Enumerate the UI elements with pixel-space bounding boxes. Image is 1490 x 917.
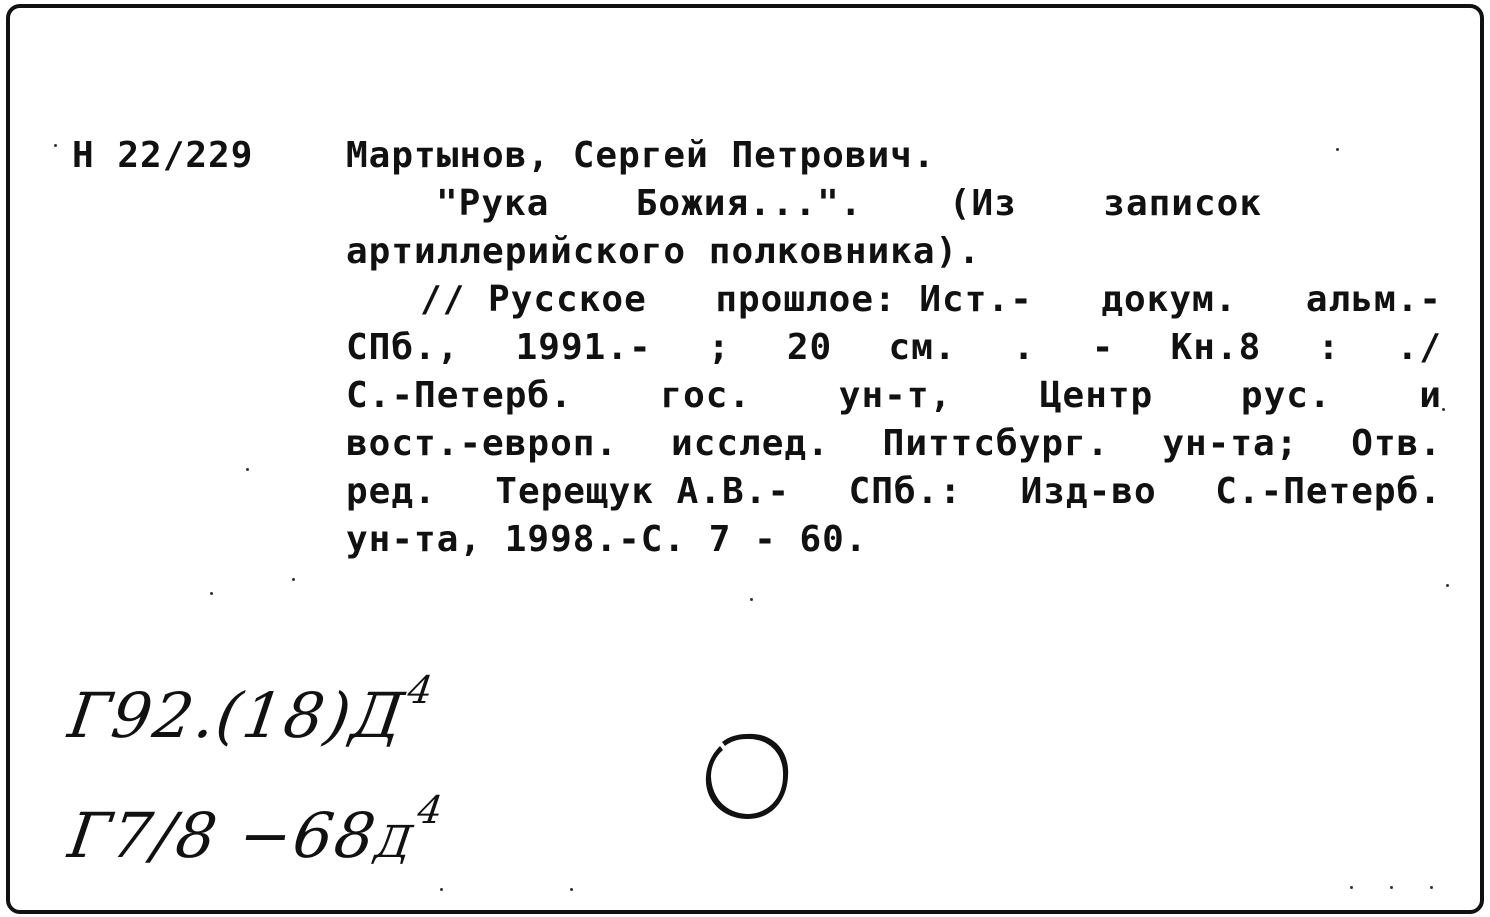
source-word: ун-т, [838, 375, 953, 416]
source-word: Питтсбург. [882, 423, 1110, 464]
speck [440, 888, 443, 891]
class-code-2-letter: Д [372, 817, 417, 868]
source-word: . [1012, 327, 1036, 368]
source-word: - [1091, 327, 1115, 368]
source-word: прошлое: Ист.- [715, 279, 1033, 320]
speck [1442, 408, 1445, 411]
source-word: СПб., [346, 327, 460, 368]
source-line-2 [346, 324, 1442, 372]
speck [1350, 886, 1353, 889]
speck [1430, 886, 1433, 889]
bibliographic-entry [346, 132, 1442, 564]
source-word: Отв. [1351, 423, 1442, 464]
source-word: С.-Петерб. [346, 375, 573, 416]
source-word: докум. [1101, 279, 1238, 320]
handwritten-class-code-1 [64, 668, 437, 752]
source-word: ; [707, 327, 731, 368]
speck [292, 578, 295, 581]
source-word: альм.- [1305, 279, 1442, 320]
class-code-2-sup: 4 [414, 788, 448, 832]
title-word: "Рука [436, 183, 550, 224]
source-word: Центр [1039, 375, 1154, 416]
source-word: : [1317, 327, 1341, 368]
class-code-1-letter: Д [347, 679, 410, 752]
speck [1446, 584, 1449, 587]
source-word: исслед. [671, 423, 830, 464]
source-word: гос. [660, 375, 752, 416]
source-word: 20 [786, 327, 833, 368]
source-line-4 [346, 420, 1442, 468]
source-word: ред. [346, 471, 437, 512]
title-word: записок [1103, 183, 1262, 224]
source-word: вост.-европ. [346, 423, 619, 464]
class-code-1-sup: 4 [405, 668, 438, 712]
source-word: С.-Петерб. [1215, 471, 1442, 512]
source-line-1 [346, 276, 1442, 324]
speck [246, 468, 249, 471]
source-word: Терещук А.В.- [495, 471, 791, 512]
punch-hole-icon [692, 720, 802, 830]
source-word: ун-та; [1162, 423, 1299, 464]
speck [54, 144, 57, 147]
source-word: Кн.8 [1170, 327, 1262, 368]
source-word: ./ [1396, 327, 1442, 368]
title-word: (Из [948, 183, 1017, 224]
title-line [346, 180, 1442, 228]
source-word: и [1419, 375, 1442, 416]
source-word: 1991.- [515, 327, 652, 368]
catalog-card [6, 4, 1484, 914]
source-word: СПб.: [848, 471, 962, 512]
speck [210, 592, 213, 595]
shelfmark: Н 22/229 [72, 135, 254, 176]
title-word: Божия...". [635, 183, 863, 224]
source-line-3 [346, 372, 1442, 420]
class-code-2-text: Г7/8 −68 [64, 799, 382, 872]
speck [1390, 886, 1393, 889]
source-word: Изд-во [1020, 471, 1157, 512]
speck [750, 598, 753, 601]
author-line: Мартынов, Сергей Петрович. [346, 135, 936, 176]
source-word: // Русское [420, 279, 647, 320]
handwritten-class-code-2 [64, 788, 447, 872]
source-line-6: ун-та, 1998.-С. 7 - 60. [346, 519, 868, 560]
source-word: рус. [1240, 375, 1332, 416]
speck [570, 888, 573, 891]
speck [1336, 148, 1339, 151]
source-word: см. [888, 327, 957, 368]
class-code-1-text: Г92.(18) [64, 679, 358, 752]
title-line-2: артиллерийского полковника). [346, 231, 981, 272]
source-line-5 [346, 468, 1442, 516]
